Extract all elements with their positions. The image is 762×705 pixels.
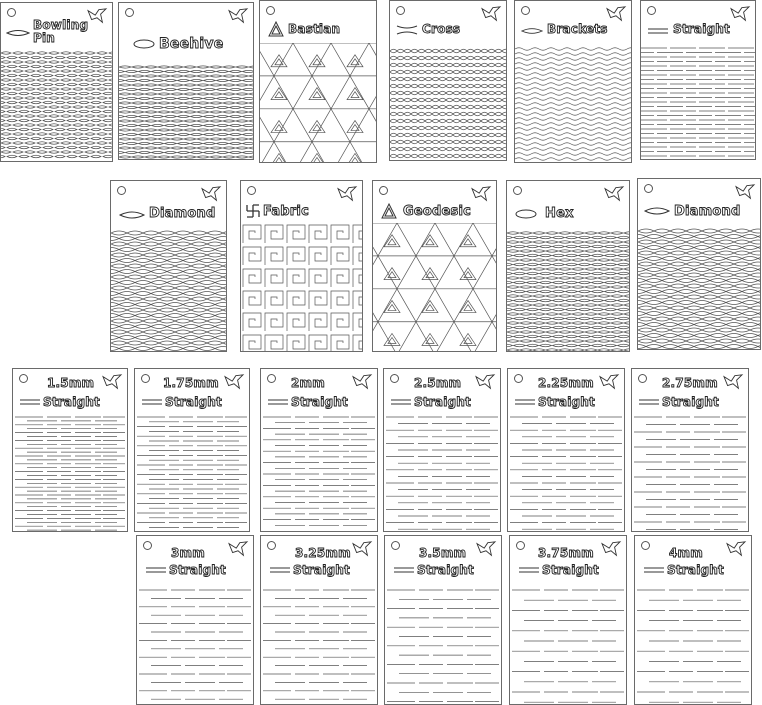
hanging-hole xyxy=(513,186,522,195)
pattern-area xyxy=(261,586,377,704)
pattern-subtitle: Straight xyxy=(417,563,474,577)
bastian-pattern xyxy=(260,43,376,162)
emblem-cross-icon xyxy=(396,25,418,35)
card-header xyxy=(510,536,626,586)
straight-pattern xyxy=(632,413,748,531)
swatch-card-fabric xyxy=(240,180,363,352)
pattern-area xyxy=(135,413,249,531)
swatch-card-size-2-25mm xyxy=(507,368,625,532)
pattern-title: Straight xyxy=(673,22,730,36)
straight-pattern xyxy=(508,413,624,531)
pattern-area xyxy=(508,413,624,531)
pattern-title: Fabric xyxy=(263,204,309,219)
card-header xyxy=(111,181,226,229)
pattern-area xyxy=(1,49,112,161)
pattern-area xyxy=(638,227,760,349)
pattern-title: Hex xyxy=(545,206,574,221)
pattern-title: Beehive xyxy=(159,36,224,52)
emblem-oval-icon xyxy=(515,209,537,219)
hanging-hole xyxy=(266,6,275,15)
emblem-pin-icon xyxy=(521,27,543,35)
pattern-area xyxy=(373,223,496,351)
size-label: 2.5mm xyxy=(414,376,462,390)
bird-logo-icon xyxy=(722,373,744,391)
size-label: 2mm xyxy=(291,376,325,390)
size-label: 2.75mm xyxy=(662,376,718,390)
emblem-lens-icon xyxy=(644,207,670,215)
card-header xyxy=(241,181,362,223)
pattern-subtitle: Straight xyxy=(291,395,348,409)
swatch-card-geodesic xyxy=(372,180,497,352)
hanging-hole xyxy=(143,541,152,550)
emblem-dash-icon xyxy=(390,398,412,406)
pattern-subtitle: Straight xyxy=(414,395,471,409)
emblem-dash-icon xyxy=(267,398,289,406)
swatch-card-cross xyxy=(389,0,507,161)
swatch-card-diamond xyxy=(110,180,227,352)
straight-pattern xyxy=(635,586,751,704)
pattern-subtitle: Straight xyxy=(538,395,595,409)
swatch-card-diamond-2 xyxy=(637,178,761,350)
pattern-area xyxy=(507,229,629,351)
hanging-hole xyxy=(117,186,126,195)
hanging-hole xyxy=(516,541,525,550)
bird-logo-icon xyxy=(480,5,502,23)
pattern-title: Diamond xyxy=(674,204,741,219)
straight-pattern xyxy=(137,586,253,704)
bird-logo-icon xyxy=(598,373,620,391)
emblem-dash-icon xyxy=(638,398,660,406)
bird-logo-icon xyxy=(725,540,747,558)
hanging-hole xyxy=(267,374,276,383)
pattern-subtitle: Straight xyxy=(293,563,350,577)
swatch-card-size-1-5mm xyxy=(12,368,128,532)
emblem-dash-icon xyxy=(393,566,415,574)
card-header xyxy=(385,536,501,586)
swatch-card-straight xyxy=(640,0,756,160)
bird-logo-icon xyxy=(600,540,622,558)
swatch-card-hex xyxy=(506,180,630,352)
bird-logo-icon xyxy=(200,185,222,203)
bird-logo-icon xyxy=(227,7,249,25)
hanging-hole xyxy=(514,374,523,383)
brackets-pattern xyxy=(515,45,631,162)
pattern-area xyxy=(13,413,127,531)
card-header xyxy=(119,3,253,63)
hanging-hole xyxy=(125,8,134,17)
hanging-hole xyxy=(19,374,28,383)
pattern-title: Geodesic xyxy=(403,204,472,219)
pattern-area xyxy=(635,586,751,704)
card-header xyxy=(261,369,377,413)
size-label: 3.5mm xyxy=(419,546,467,560)
card-header xyxy=(641,1,755,45)
pattern-subtitle: Straight xyxy=(662,395,719,409)
card-header xyxy=(137,536,253,586)
swatch-card-size-3-75mm xyxy=(509,535,627,705)
card-header xyxy=(508,369,624,413)
pattern-area xyxy=(260,43,376,162)
bird-logo-icon xyxy=(470,185,492,203)
size-label: 2.25mm xyxy=(538,376,594,390)
pattern-area xyxy=(137,586,253,704)
hanging-hole xyxy=(390,374,399,383)
hanging-hole xyxy=(521,6,530,15)
pattern-subtitle: Straight xyxy=(667,563,724,577)
swatch-card-size-2mm xyxy=(260,368,378,532)
straight-pattern xyxy=(261,586,377,704)
bowling-pattern xyxy=(1,49,112,161)
hanging-hole xyxy=(638,374,647,383)
hanging-hole xyxy=(644,184,653,193)
hanging-hole xyxy=(7,8,16,17)
hanging-hole xyxy=(141,374,150,383)
fabric-pattern xyxy=(241,223,362,351)
swatch-card-size-2-5mm xyxy=(383,368,501,532)
emblem-lens-icon xyxy=(119,211,145,219)
card-header xyxy=(261,536,377,586)
card-header xyxy=(515,1,631,45)
bird-logo-icon xyxy=(729,5,751,23)
emblem-dash-icon xyxy=(19,398,41,406)
pattern-title: Bastian xyxy=(288,22,341,36)
pattern-area xyxy=(384,413,500,531)
card-header xyxy=(135,369,249,413)
pattern-area xyxy=(632,413,748,531)
size-label: 1.5mm xyxy=(47,376,95,390)
straight-pattern xyxy=(641,45,755,159)
straight-pattern xyxy=(510,586,626,704)
size-label: 4mm xyxy=(669,546,703,560)
hanging-hole xyxy=(247,186,256,195)
pattern-area xyxy=(515,45,631,162)
emblem-dash-icon xyxy=(643,566,665,574)
swatch-card-brackets xyxy=(514,0,632,163)
bird-logo-icon xyxy=(351,540,373,558)
straight-pattern xyxy=(385,586,501,704)
swatch-card-size-3mm xyxy=(136,535,254,705)
bird-logo-icon xyxy=(603,185,625,203)
emblem-pin-icon xyxy=(6,29,30,37)
pattern-area xyxy=(390,47,506,160)
pattern-title: Bowling Pin xyxy=(33,18,89,45)
bird-logo-icon xyxy=(336,185,358,203)
pattern-subtitle: Straight xyxy=(169,563,226,577)
card-header xyxy=(384,369,500,413)
bird-logo-icon xyxy=(223,373,245,391)
card-header xyxy=(635,536,751,586)
emblem-dash-icon xyxy=(514,398,536,406)
card-header xyxy=(632,369,748,413)
pattern-area xyxy=(111,229,226,351)
geodesic-pattern xyxy=(373,223,496,351)
pattern-area xyxy=(261,413,377,531)
bird-logo-icon xyxy=(227,540,249,558)
size-label: 1.75mm xyxy=(163,376,219,390)
emblem-dash-icon xyxy=(647,27,669,35)
emblem-triangle-icon xyxy=(268,21,284,37)
emblem-dash-icon xyxy=(141,398,163,406)
pattern-area xyxy=(510,586,626,704)
card-header xyxy=(260,1,376,43)
hanging-hole xyxy=(647,6,656,15)
pattern-title: Cross xyxy=(422,22,461,36)
diamond-pattern xyxy=(638,227,760,349)
hanging-hole xyxy=(391,541,400,550)
hanging-hole xyxy=(267,541,276,550)
bird-logo-icon xyxy=(351,373,373,391)
swatch-card-size-3-5mm xyxy=(384,535,502,705)
card-header xyxy=(373,181,496,223)
hanging-hole xyxy=(379,186,388,195)
bird-logo-icon xyxy=(474,373,496,391)
emblem-triangle-icon xyxy=(381,203,397,219)
emblem-dash-icon xyxy=(145,566,167,574)
pattern-area xyxy=(385,586,501,704)
bird-logo-icon xyxy=(734,183,756,201)
hex-pattern xyxy=(507,229,629,351)
swatch-card-size-3-25mm xyxy=(260,535,378,705)
diamond-pattern xyxy=(111,229,226,351)
pattern-area xyxy=(119,63,253,159)
beehive-pattern xyxy=(119,63,253,159)
emblem-dash-icon xyxy=(518,566,540,574)
swatch-card-size-4mm xyxy=(634,535,752,705)
straight-pattern xyxy=(135,413,249,531)
swatch-card-bastian xyxy=(259,0,377,163)
pattern-area xyxy=(241,223,362,351)
swatch-card-beehive xyxy=(118,2,254,160)
size-label: 3mm xyxy=(171,546,205,560)
pattern-area xyxy=(641,45,755,159)
hanging-hole xyxy=(641,541,650,550)
swatch-card-size-2-75mm xyxy=(631,368,749,532)
pattern-subtitle: Straight xyxy=(165,395,222,409)
straight-pattern xyxy=(261,413,377,531)
swatch-card-size-1-75mm xyxy=(134,368,250,532)
straight-pattern xyxy=(384,413,500,531)
card-header xyxy=(13,369,127,413)
cross-pattern xyxy=(390,47,506,160)
hanging-hole xyxy=(396,6,405,15)
bird-logo-icon xyxy=(605,5,627,23)
card-header xyxy=(507,181,629,229)
pattern-subtitle: Straight xyxy=(542,563,599,577)
card-header xyxy=(638,179,760,227)
pattern-title: Diamond xyxy=(149,206,216,221)
emblem-oval-icon xyxy=(133,39,155,49)
bird-logo-icon xyxy=(101,373,123,391)
swatch-card-bowling-pin xyxy=(0,2,113,162)
bird-logo-icon xyxy=(475,540,497,558)
emblem-swastika-icon xyxy=(245,203,261,219)
card-header xyxy=(1,3,112,49)
size-label: 3.75mm xyxy=(538,546,594,560)
card-header xyxy=(390,1,506,47)
emblem-dash-icon xyxy=(269,566,291,574)
size-label: 3.25mm xyxy=(295,546,351,560)
pattern-subtitle: Straight xyxy=(43,395,100,409)
straight-pattern xyxy=(13,413,127,531)
pattern-title: Brackets xyxy=(547,22,608,36)
